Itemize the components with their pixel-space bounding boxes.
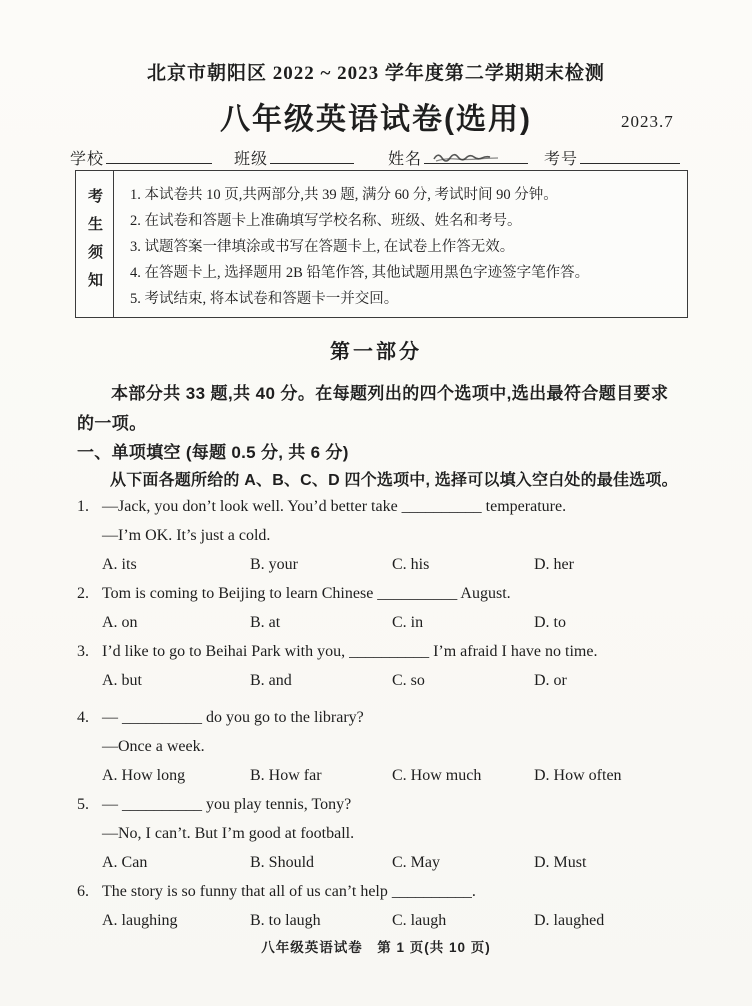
notice-side-label: 考生须知	[86, 188, 102, 300]
notice-item: 5. 考试结束, 将本试卷和答题卡一并交回。	[130, 291, 399, 307]
part-one-intro-line2: 的一项。	[77, 414, 147, 433]
part-one-title: 第一部分	[330, 341, 422, 363]
option-c: C. How much	[392, 767, 482, 784]
school-label: 学校	[70, 151, 105, 168]
name-scribble	[432, 148, 504, 166]
header-title: 北京市朝阳区 2022 ~ 2023 学年度第二学期期末检测	[147, 63, 605, 84]
part-one-intro-line1: 本部分共 33 题,共 40 分。在每题列出的四个选项中,选出最符合题目要求	[111, 384, 669, 403]
option-row	[102, 906, 709, 935]
school-blank-line	[106, 149, 212, 164]
option-c: C. May	[392, 854, 440, 871]
exam-no-field	[544, 146, 680, 170]
option-row	[102, 848, 709, 877]
question-reply: —I’m OK. It’s just a cold.	[102, 527, 271, 544]
option-b: B. and	[250, 672, 292, 689]
option-a: A. laughing	[102, 912, 178, 929]
option-a: A. its	[102, 556, 137, 573]
option-d: D. or	[534, 672, 567, 689]
question-number: 2.	[77, 585, 89, 602]
option-row	[102, 550, 709, 579]
option-c: C. in	[392, 614, 424, 631]
option-b: B. your	[250, 556, 298, 573]
class-field	[234, 146, 354, 170]
question-number: 4.	[77, 709, 89, 726]
option-d: D. her	[534, 556, 574, 573]
question-stem: I’d like to go to Beihai Park with you, __________ I’m afraid I have no time.	[102, 643, 598, 660]
exam-title: 八年级英语试卷(选用)	[220, 103, 532, 136]
name-field	[388, 146, 528, 170]
option-d: D. laughed	[534, 912, 605, 929]
page-footer: 八年级英语试卷 第 1 页(共 10 页)	[261, 940, 491, 955]
notice-item: 1. 本试卷共 10 页,共两部分,共 39 题, 满分 60 分, 考试时间 90 分钟。	[130, 187, 558, 203]
notice-items	[114, 171, 687, 317]
option-a: A. but	[102, 672, 142, 689]
name-label: 姓名	[388, 151, 423, 168]
question-number: 3.	[77, 643, 89, 660]
option-d: D. Must	[534, 854, 587, 871]
option-row	[102, 666, 709, 695]
section-one-heading: 一、单项填空 (每题 0.5 分, 共 6 分)	[77, 443, 349, 462]
question-reply: —No, I can’t. But I’m good at football.	[102, 825, 355, 842]
option-row	[102, 608, 709, 637]
option-b: B. to laugh	[250, 912, 321, 929]
option-b: B. at	[250, 614, 281, 631]
option-row	[102, 761, 709, 790]
exam-date: 2023.7	[621, 112, 674, 131]
question-stem: — __________ do you go to the library?	[102, 709, 364, 726]
question-4	[77, 703, 709, 790]
option-c: C. so	[392, 672, 425, 689]
option-d: D. to	[534, 614, 566, 631]
question-reply: —Once a week.	[102, 738, 205, 755]
question-number: 5.	[77, 796, 89, 813]
notice-side-column	[76, 171, 114, 317]
section-one-instruction: 从下面各题所给的 A、B、C、D 四个选项中, 选择可以填入空白处的最佳选项。	[110, 472, 678, 489]
exam-no-label: 考号	[544, 151, 579, 168]
question-list	[77, 492, 709, 935]
question-6	[77, 877, 709, 935]
question-stem: Tom is coming to Beijing to learn Chinese __________ August.	[102, 585, 511, 602]
question-number: 6.	[77, 883, 89, 900]
school-field	[70, 146, 212, 170]
option-b: B. How far	[250, 767, 322, 784]
question-number: 1.	[77, 498, 89, 515]
class-blank-line	[270, 149, 354, 164]
class-label: 班级	[234, 151, 269, 168]
question-5	[77, 790, 709, 877]
candidate-notice-box	[75, 170, 688, 318]
option-c: C. laugh	[392, 912, 447, 929]
question-1	[77, 492, 709, 579]
question-2	[77, 579, 709, 637]
option-b: B. Should	[250, 854, 315, 871]
question-stem: —Jack, you don’t look well. You’d better take __________ temperature.	[102, 498, 567, 515]
notice-item: 2. 在试卷和答题卡上准确填写学校名称、班级、姓名和考号。	[130, 213, 522, 229]
question-3	[77, 637, 709, 695]
exam-no-blank-line	[580, 149, 680, 164]
option-c: C. his	[392, 556, 430, 573]
option-a: A. How long	[102, 767, 186, 784]
question-stem: — __________ you play tennis, Tony?	[102, 796, 352, 813]
notice-item: 3. 试题答案一律填涂或书写在答题卡上, 在试卷上作答无效。	[130, 239, 515, 255]
option-d: D. How often	[534, 767, 622, 784]
option-a: A. Can	[102, 854, 148, 871]
question-stem: The story is so funny that all of us can’t help __________.	[102, 883, 476, 900]
notice-item: 4. 在答题卡上, 选择题用 2B 铅笔作答, 其他试题用黑色字迹签字笔作答。	[130, 265, 590, 281]
option-a: A. on	[102, 614, 138, 631]
